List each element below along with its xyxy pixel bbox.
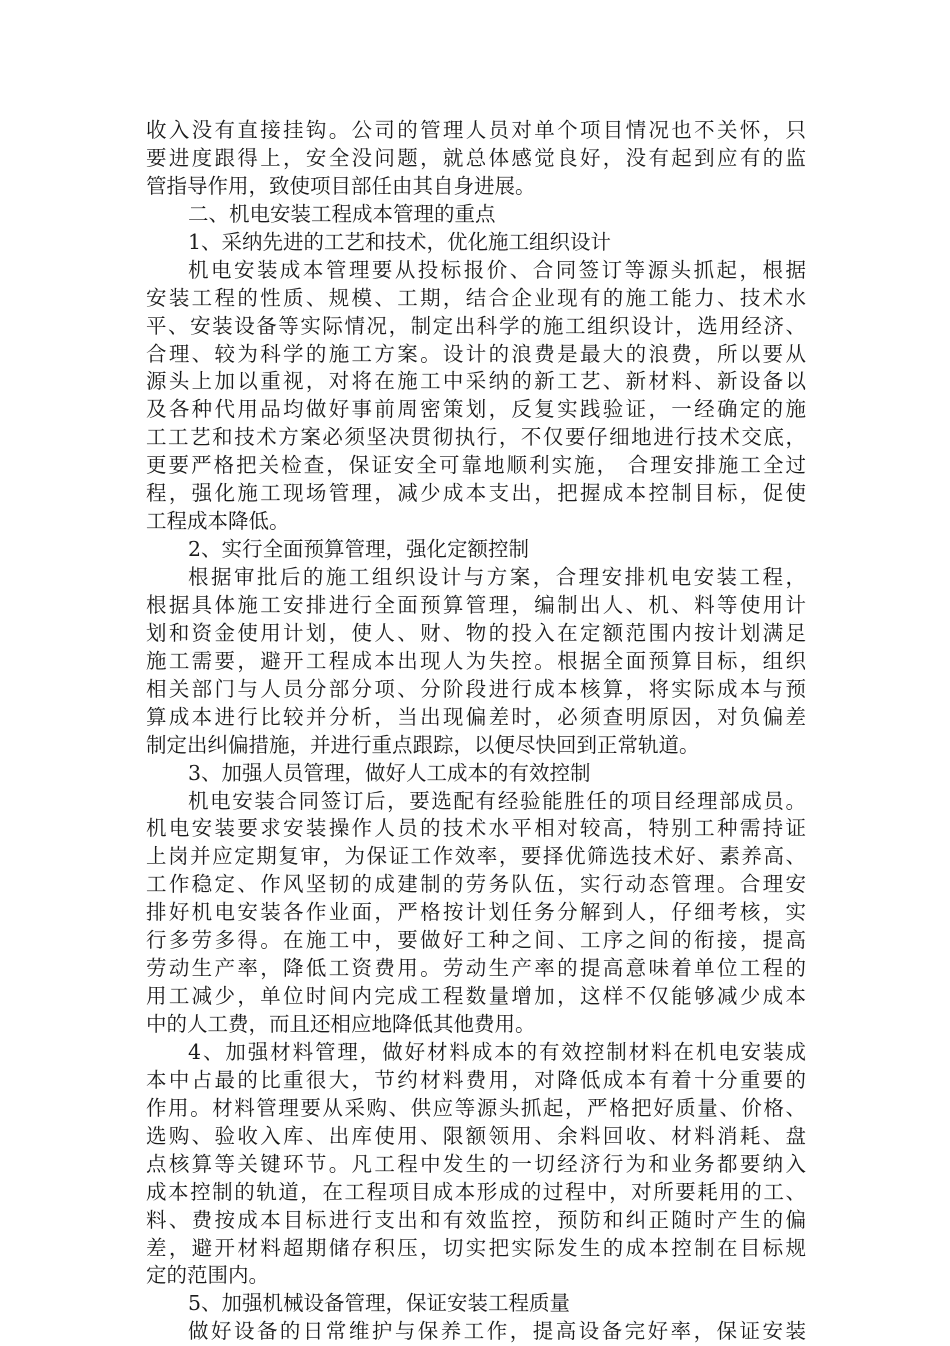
text-line: 施工需要，避开工程成本出现人为失控。根据全面预算目标，组织 [146, 648, 806, 673]
text-line: 定的范围内。 [146, 1263, 269, 1288]
text-line: 更要严格把关检查，保证安全可靠地顺利实施， 合理安排施工全过 [146, 453, 806, 478]
text-line: 作用。材料管理要从采购、供应等源头抓起，严格把好质量、价格、 [146, 1095, 806, 1120]
text-line: 程，强化施工现场管理，减少成本支出，把握成本控制目标，促使 [146, 481, 806, 506]
text-line: 源头上加以重视，对将在施工中采纳的新工艺、新材料、新设备以 [146, 369, 806, 394]
text-line: 工作稳定、作风坚韧的成建制的劳务队伍，实行动态管理。合理安 [146, 872, 806, 897]
text-line: 划和资金使用计划，使人、财、物的投入在定额范围内按计划满足 [146, 620, 806, 645]
text-line: 2、实行全面预算管理，强化定额控制 [188, 537, 530, 562]
text-line: 排好机电安装各作业面，严格按计划任务分解到人，仔细考核，实 [146, 900, 806, 925]
text-line: 制定出纠偏措施，并进行重点跟踪，以便尽快回到正常轨道。 [146, 732, 700, 757]
text-line: 平、安装设备等实际情况，制定出科学的施工组织设计，选用经济、 [146, 313, 806, 338]
text-line: 机电安装成本管理要从投标报价、合同签订等源头抓起，根据 [188, 257, 806, 282]
document-body [146, 117, 806, 1346]
text-line: 安装工程的性质、规模、工期，结合企业现有的施工能力、技术水 [146, 285, 806, 310]
text-line: 工工艺和技术方案必须坚决贯彻执行，不仅要仔细地进行技术交底， [146, 425, 806, 450]
text-line: 算成本进行比较并分析，当出现偏差时，必须查明原因，对负偏差 [146, 704, 806, 729]
text-line: 5、加强机械设备管理，保证安装工程质量 [188, 1291, 571, 1316]
text-line: 工程成本降低。 [146, 509, 290, 534]
text-line: 成本控制的轨道，在工程项目成本形成的过程中，对所要耗用的工、 [146, 1179, 806, 1204]
text-line: 收入没有直接挂钩。公司的管理人员对单个项目情况也不关怀，只 [146, 118, 806, 142]
text-line: 3、加强人员管理，做好人工成本的有效控制 [188, 760, 591, 785]
text-line: 根据审批后的施工组织设计与方案，合理安排机电安装工程， [188, 565, 806, 589]
text-line: 中的人工费，而且还相应地降低其他费用。 [146, 1012, 536, 1036]
text-line: 上岗并应定期复审，为保证工作效率，要择优筛选技术好、素养高、 [146, 844, 806, 869]
text-line: 本中占最的比重很大，节约材料费用，对降低成本有着十分重要的 [146, 1067, 806, 1092]
text-line: 差，避开材料超期储存积压，切实把实际发生的成本控制在目标规 [146, 1235, 806, 1260]
text-line: 机电安装要求安装操作人员的技术水平相对较高，特别工种需持证 [146, 816, 806, 841]
text-line: 及各种代用品均做好事前周密策划，反复实践验证，一经确定的施 [146, 397, 806, 422]
text-line: 机电安装合同签订后，要选配有经验能胜任的项目经理部成员。 [188, 788, 806, 813]
text-line: 选购、验收入库、出库使用、限额领用、余料回收、材料消耗、盘 [146, 1123, 806, 1148]
text-line: 料、费按成本目标进行支出和有效监控，预防和纠正随时产生的偏 [146, 1207, 806, 1232]
text-line: 二、机电安装工程成本管理的重点 [188, 201, 496, 226]
text-line: 合理、较为科学的施工方案。设计的浪费是最大的浪费，所以要从 [146, 341, 806, 366]
text-line: 用工减少，单位时间内完成工程数量增加，这样不仅能够减少成本 [146, 984, 806, 1009]
text-line: 根据具体施工安排进行全面预算管理，编制出人、机、料等使用计 [146, 592, 806, 617]
text-line: 点核算等关键环节。凡工程中发生的一切经济行为和业务都要纳入 [146, 1151, 806, 1176]
text-line: 行多劳多得。在施工中，要做好工种之间、工序之间的衔接，提高 [146, 928, 806, 953]
text-line: 劳动生产率，降低工资费用。劳动生产率的提高意味着单位工程的 [146, 956, 806, 981]
text-line: 1、采纳先进的工艺和技术，优化施工组织设计 [188, 229, 612, 254]
text-line: 4、加强材料管理，做好材料成本的有效控制材料在机电安装成 [188, 1039, 806, 1064]
text-line: 相关部门与人员分部分项、分阶段进行成本核算，将实际成本与预 [146, 676, 806, 701]
text-line: 管指导作用，致使项目部任由其自身进展。 [146, 173, 536, 198]
text-line: 要进度跟得上，安全没问题，就总体感觉良好，没有起到应有的监 [146, 145, 806, 170]
text-line: 做好设备的日常维护与保养工作，提高设备完好率，保证安装 [188, 1319, 806, 1344]
